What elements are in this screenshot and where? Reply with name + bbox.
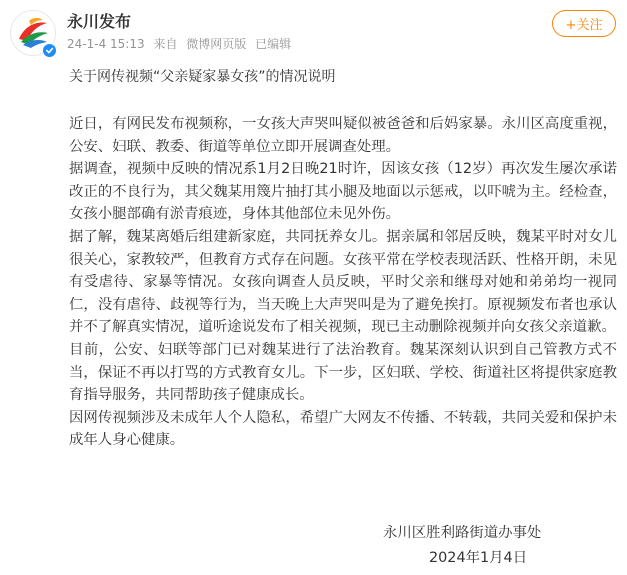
- paragraph-4: 目前，公安、妇联等部门已对魏某进行了法治教育。魏某深刻认识到自己管教方式不当，保证不再以打骂的方式教育女儿。下一步，区妇联、学校、街道社区将提供家庭教育指导服务，共同帮助孩子健康成长。: [69, 341, 617, 404]
- paragraph-1: 近日，有网民发布视频称，一女孩大声哭叫疑似被爸爸和后妈家暴。永川区高度重视，公安、妇联、教委、街道等单位立即开展调查处理。: [69, 116, 617, 155]
- post-meta: [67, 35, 296, 52]
- post-header: [0, 0, 627, 60]
- edited-label[interactable]: 已编辑: [255, 37, 292, 51]
- paragraph-2: 据调查，视频中反映的情况系1月2日晚21时许，因该女孩（12岁）再次发生屡次承诺改正的不良行为，其父魏某用篾片抽打其小腿及地面以示惩戒，以吓唬为主。经检查，女孩小腿部确有淤青痕迹，身体其他部位未见外伤。: [69, 161, 617, 223]
- post-timestamp[interactable]: 24-1-4 15:13: [67, 37, 145, 51]
- account-name[interactable]: 永川发布: [67, 12, 132, 31]
- post-source: 微博网页版: [186, 37, 247, 51]
- verified-badge-icon: [42, 43, 57, 58]
- paragraph-3: 据了解，魏某离婚后组建新家庭，共同抚养女儿。据亲属和邻居反映，魏某平时对女儿很关心，家教较严，但教育方式存在问题。女孩平常在学校表现活跃、性格开朗，未见有受虐待、家暴等情况。女孩向调查人员反映，平时父亲和继母对她和弟弟均一视同仁，没有虐待、歧视等行为，当天晚上大声哭叫是为了避免挨打。原视频发布者也承认并不了解真实情况，道听途说发布了相关视频，现已主动删除视频并向女孩父亲道歉。: [69, 228, 617, 336]
- signature-date: 2024年1月4日: [429, 550, 528, 566]
- post-title: 关于网传视频“父亲疑家暴女孩”的情况说明: [69, 69, 336, 85]
- follow-button[interactable]: +关注: [552, 10, 616, 37]
- signature-organization: 永川区胜利路街道办事处: [383, 525, 542, 541]
- paragraph-5: 因网传视频涉及未成年人个人隐私，希望广大网友不传播、不转载，共同关爱和保护未成年人身心健康。: [69, 409, 617, 449]
- source-prefix: 来自: [153, 37, 178, 51]
- post-body: [69, 113, 617, 452]
